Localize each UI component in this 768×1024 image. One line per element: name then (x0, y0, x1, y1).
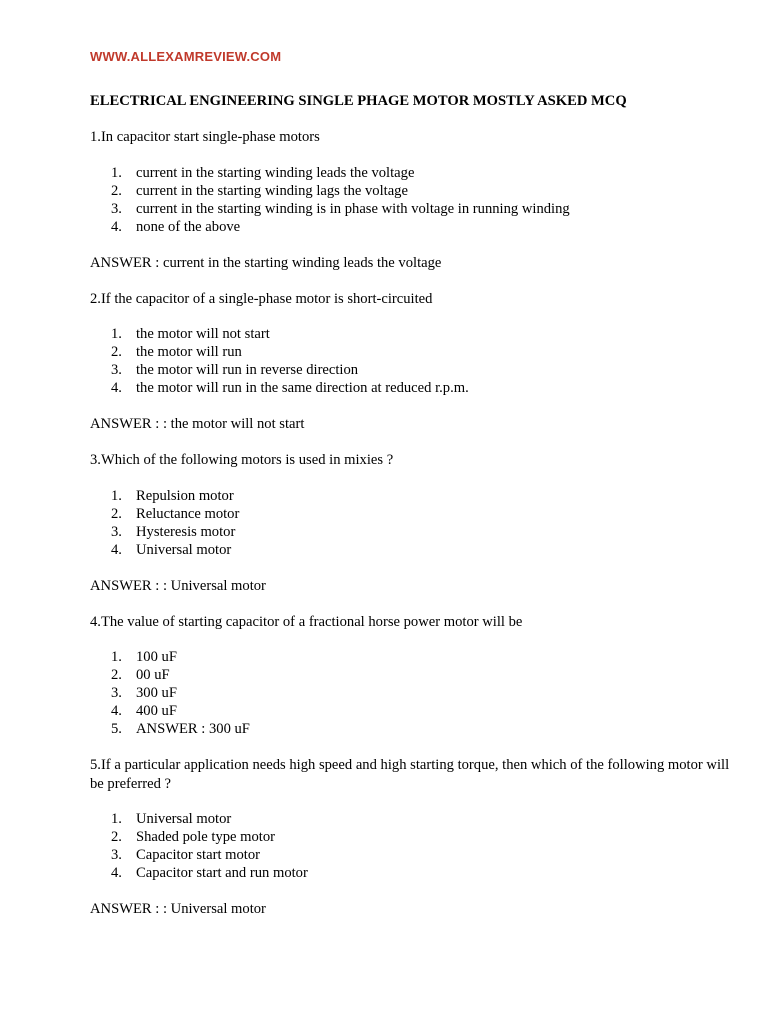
option-text: none of the above (136, 218, 241, 235)
option-number: 4. (111, 703, 122, 719)
option-number: 2. (111, 667, 122, 683)
option-number: 1. (111, 164, 122, 181)
question-text: 2.If the capacitor of a single-phase motor is short-circuited (90, 290, 433, 307)
option-text: current in the starting winding is in phase with voltage in running winding (136, 200, 570, 217)
option-text: Capacitor start motor (136, 847, 261, 863)
option-number: 2. (111, 829, 122, 845)
option-number: 4. (111, 380, 122, 396)
option-number: 1. (111, 649, 122, 665)
option-list (90, 487, 730, 559)
option-item (90, 720, 730, 738)
option-number: 1. (111, 326, 122, 342)
answer-text: ANSWER : : Universal motor (90, 901, 266, 917)
option-item (90, 218, 730, 236)
option-item (90, 343, 730, 361)
option-text: 100 uF (136, 649, 177, 665)
option-number: 4. (111, 865, 122, 881)
option-text: Capacitor start and run motor (136, 865, 308, 881)
option-number: 3. (111, 523, 122, 540)
option-list (90, 648, 730, 738)
option-number: 3. (111, 685, 122, 701)
option-list (90, 164, 730, 236)
option-number: 2. (111, 505, 122, 522)
option-text: Repulsion motor (136, 487, 234, 504)
option-item (90, 666, 730, 684)
option-text: Universal motor (136, 811, 232, 827)
option-list (90, 325, 730, 397)
question-block (90, 451, 730, 595)
document-title: ELECTRICAL ENGINEERING SINGLE PHAGE MOTOR MOSTLY ASKED MCQ (90, 93, 627, 109)
question-block (90, 128, 730, 272)
question-text: 1.In capacitor start single-phase motors (90, 129, 320, 145)
answer-text: ANSWER : : Universal motor (90, 577, 266, 594)
question-list (90, 128, 730, 918)
site-link[interactable]: WWW.ALLEXAMREVIEW.COM (90, 49, 282, 64)
option-text: the motor will run in the same direction at reduced r.p.m. (136, 380, 469, 396)
option-list (90, 810, 730, 882)
option-item (90, 361, 730, 379)
option-item (90, 505, 730, 523)
option-text: Shaded pole type motor (136, 829, 276, 845)
option-item (90, 182, 730, 200)
option-text: Universal motor (136, 541, 232, 558)
question-text: 3.Which of the following motors is used in mixies ? (90, 452, 394, 468)
option-number: 5. (111, 721, 122, 737)
answer-text: ANSWER : current in the starting winding leads the voltage (90, 254, 442, 271)
option-number: 1. (111, 487, 122, 504)
option-number: 3. (111, 362, 122, 378)
option-text: Hysteresis motor (136, 523, 236, 540)
option-item (90, 846, 730, 864)
option-number: 1. (111, 811, 122, 827)
option-item (90, 325, 730, 343)
option-text: current in the starting winding lags the voltage (136, 182, 408, 199)
question-text: 5.If a particular application needs high speed and high starting torque, then which of the following motor will be preferred ? (90, 757, 730, 792)
option-text: the motor will run in reverse direction (136, 362, 359, 378)
option-item (90, 810, 730, 828)
question-block (90, 756, 730, 918)
option-text: 00 uF (136, 667, 170, 683)
question-block (90, 613, 730, 739)
answer-text: ANSWER : : the motor will not start (90, 416, 305, 432)
option-text: the motor will not start (136, 326, 270, 342)
option-number: 4. (111, 218, 122, 235)
question-block (90, 290, 730, 434)
option-item (90, 523, 730, 541)
question-text: 4.The value of starting capacitor of a fractional horse power motor will be (90, 613, 523, 630)
option-item (90, 828, 730, 846)
option-text: Reluctance motor (136, 505, 240, 522)
option-number: 2. (111, 344, 122, 360)
option-item (90, 864, 730, 882)
option-item (90, 648, 730, 666)
option-number: 4. (111, 541, 122, 558)
option-item (90, 702, 730, 720)
option-text: 400 uF (136, 703, 177, 719)
option-item (90, 164, 730, 182)
option-text: the motor will run (136, 344, 242, 360)
option-item (90, 200, 730, 218)
option-item (90, 487, 730, 505)
option-item (90, 541, 730, 559)
option-item (90, 379, 730, 397)
document-page (90, 48, 730, 918)
option-text: 300 uF (136, 685, 177, 701)
option-item (90, 684, 730, 702)
option-number: 3. (111, 200, 122, 217)
option-text: ANSWER : 300 uF (136, 721, 250, 737)
option-number: 3. (111, 847, 122, 863)
option-number: 2. (111, 182, 122, 199)
option-text: current in the starting winding leads the voltage (136, 164, 415, 181)
